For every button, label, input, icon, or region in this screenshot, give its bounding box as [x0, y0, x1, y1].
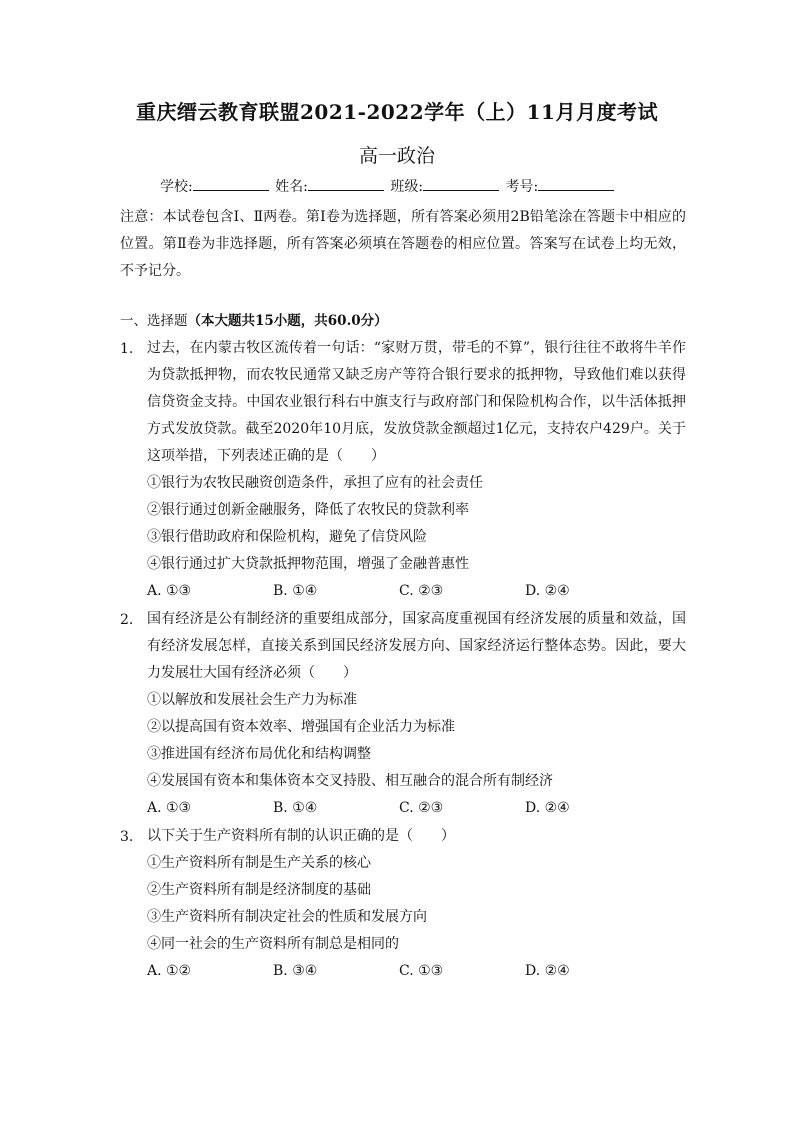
choice-c: C. ②③ — [399, 583, 444, 599]
choice-b: B. ①④ — [273, 583, 318, 599]
answer-choices — [147, 795, 686, 822]
choice-b: B. ①④ — [273, 800, 318, 816]
exam-notice: 注意：本试卷包含Ⅰ、Ⅱ两卷。第Ⅰ卷为选择题，所有答案必须用2B铅笔涂在答题卡中相应的位置。第Ⅱ卷为非选择题，所有答案必须填在答题卷的相应位置。答案写在试卷上均无效，不予记分。 — [120, 209, 686, 279]
question-stem: 以下关于生产资料所有制的认识正确的是（ ） — [147, 828, 455, 844]
student-info-row — [160, 176, 680, 196]
answer-choices — [147, 578, 686, 605]
choice-d: D. ②④ — [525, 963, 570, 979]
statement-3: ③推进国有经济布局优化和结构调整 — [147, 746, 371, 762]
section-prefix: 一、选择题 — [120, 313, 188, 329]
answer-choices — [147, 958, 686, 985]
statement-4: ④同一社会的生产资料所有制总是相同的 — [147, 936, 399, 952]
statement-2: ②生产资料所有制是经济制度的基础 — [147, 882, 371, 898]
choice-d: D. ②④ — [525, 583, 570, 599]
statement-2: ②以提高国有资本效率、增强国有企业活力为标准 — [147, 719, 455, 735]
statement-2: ②银行通过创新金融服务，降低了农牧民的贷款利率 — [147, 502, 469, 518]
question-stem: 国有经济是公有制经济的重要组成部分，国家高度重视国有经济发展的质量和效益，国有经济发展怎样，直接关系到国民经济发展方向、国家经济运行整体态势。因此，要大力发展壮大国有经济必须（ ） — [147, 611, 686, 681]
choice-d: D. ②④ — [525, 800, 570, 816]
question-number: 3. — [120, 829, 134, 845]
statement-1: ①银行为农牧民融资创造条件，承担了应有的社会责任 — [147, 475, 483, 491]
statement-1: ①以解放和发展社会生产力为标准 — [147, 692, 357, 708]
statement-4: ④银行通过扩大贷款抵押物范围，增强了金融普惠性 — [147, 556, 469, 572]
name-label: 姓名: — [275, 179, 308, 195]
question-number: 1. — [120, 341, 134, 357]
question-stem: 过去，在内蒙古牧区流传着一句话：“家财万贯，带毛的不算”，银行往往不敢将牛羊作为贷款抵押物，而农牧民通常又缺乏房产等符合银行要求的抵押物，导致他们难以获得信贷资金支持。中国农业银行科右中旗支行与政府部门和保险机构合作，以牛活体抵押方式发放贷款。截至2020年10月底，发放贷款金额超过1亿元，支持农户429户。关于这项举措，下列表述正确的是（ ） — [147, 340, 686, 464]
school-label: 学校: — [160, 179, 193, 195]
statement-1: ①生产资料所有制是生产关系的核心 — [147, 855, 371, 871]
exam-subject: 高一政治 — [358, 145, 435, 167]
question-2 — [120, 606, 686, 822]
exam-title: 重庆缙云教育联盟2021-2022学年（上）11月月度考试 — [136, 100, 658, 124]
question-1 — [120, 335, 686, 605]
class-label: 班级: — [390, 179, 424, 195]
choice-a: A. ①③ — [147, 583, 192, 599]
choice-a: A. ①③ — [147, 800, 192, 816]
section-heading — [120, 309, 388, 329]
question-number: 2. — [120, 612, 134, 628]
exam-number-label: 考号: — [505, 179, 539, 195]
choice-c: C. ②③ — [399, 800, 444, 816]
statement-4: ④发展国有资本和集体资本交叉持股、相互融合的混合所有制经济 — [147, 773, 553, 789]
choice-b: B. ③④ — [273, 963, 318, 979]
section-detail: （本大题共15小题，共60.0分） — [187, 313, 388, 329]
exam-number-blank — [538, 178, 614, 191]
statement-3: ③生产资料所有制决定社会的性质和发展方向 — [147, 909, 427, 925]
choice-a: A. ①② — [147, 963, 192, 979]
name-blank — [308, 178, 384, 191]
choice-c: C. ①③ — [399, 963, 444, 979]
class-blank — [423, 178, 499, 191]
question-3 — [120, 823, 686, 985]
statement-3: ③银行借助政府和保险机构，避免了信贷风险 — [147, 529, 427, 545]
school-blank — [193, 178, 269, 191]
